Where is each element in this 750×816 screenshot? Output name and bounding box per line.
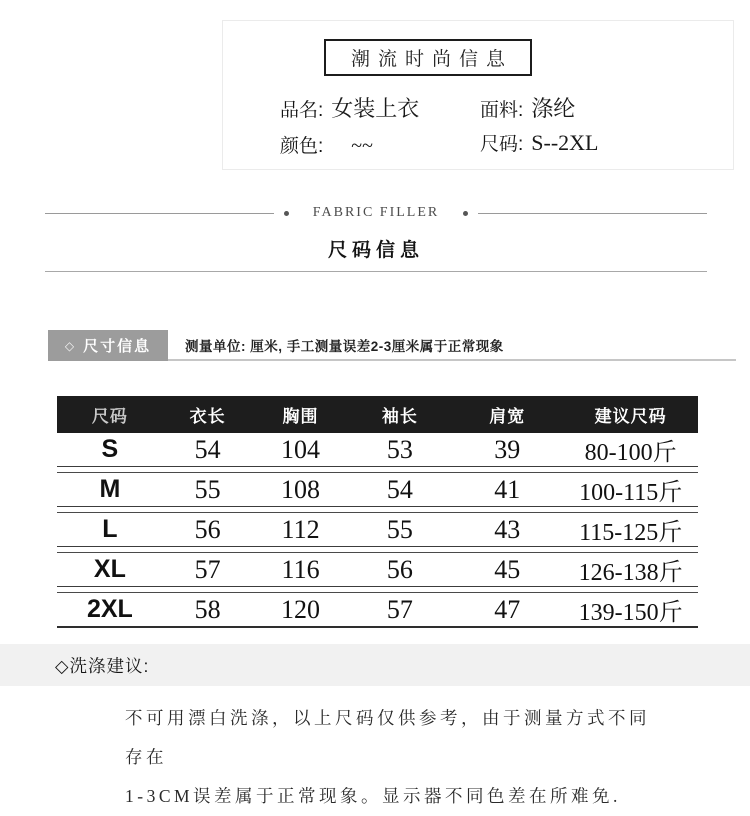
cell-suggested: 80-100斤 bbox=[584, 440, 677, 466]
table-row bbox=[57, 512, 698, 547]
table-header-row bbox=[57, 396, 698, 433]
column-header-size: 尺码 bbox=[91, 407, 128, 426]
field-product-name bbox=[280, 92, 419, 123]
column-header-sleeve: 袖长 bbox=[381, 407, 418, 426]
column-header-length: 衣长 bbox=[189, 407, 226, 426]
size-info-heading: 尺码信息 bbox=[327, 240, 424, 261]
page-title-box bbox=[324, 39, 532, 76]
disclaimer-line-1: 不可用漂白洗涤，以上尺码仅供参考，由于测量方式不同存在 bbox=[125, 708, 650, 767]
cell-bust: 120 bbox=[281, 594, 321, 624]
measure-note bbox=[168, 330, 736, 361]
cell-shoulder: 45 bbox=[494, 554, 521, 584]
cell-sleeve: 57 bbox=[386, 594, 413, 624]
cell-size: M bbox=[99, 475, 121, 503]
field-value: ~~ bbox=[351, 135, 373, 157]
table-row bbox=[57, 592, 698, 628]
cell-length: 58 bbox=[194, 594, 221, 624]
table-row bbox=[57, 552, 698, 587]
divider-label: FABRIC FILLER bbox=[312, 205, 440, 220]
field-color bbox=[280, 131, 373, 158]
cell-suggested: 115-125斤 bbox=[579, 520, 683, 546]
cell-sleeve: 55 bbox=[386, 514, 413, 544]
cell-length: 57 bbox=[194, 554, 221, 584]
cell-size: S bbox=[101, 435, 119, 463]
dot-icon bbox=[284, 211, 289, 216]
divider-line-left bbox=[45, 213, 274, 214]
cell-shoulder: 39 bbox=[494, 434, 521, 464]
size-table bbox=[57, 396, 698, 628]
cell-suggested: 126-138斤 bbox=[578, 560, 683, 586]
table-row bbox=[57, 472, 698, 507]
measure-note-text: 测量单位: 厘米, 手工测量误差2-3厘米属于正常现象 bbox=[185, 338, 504, 354]
cell-sleeve: 56 bbox=[386, 554, 413, 584]
field-label: 尺码: bbox=[480, 134, 524, 155]
column-header-shoulder: 肩宽 bbox=[489, 407, 526, 426]
field-label: 品名: bbox=[280, 100, 324, 121]
cell-length: 56 bbox=[194, 514, 221, 544]
cell-size: XL bbox=[93, 555, 126, 583]
field-value: 涤纶 bbox=[531, 96, 576, 121]
cell-suggested: 100-115斤 bbox=[579, 480, 683, 506]
field-value: 女装上衣 bbox=[331, 96, 420, 121]
dimension-ribbon bbox=[48, 330, 168, 361]
disclaimer-text bbox=[125, 699, 655, 816]
cell-bust: 116 bbox=[281, 554, 320, 584]
cell-size: L bbox=[102, 515, 118, 543]
wash-advice-band bbox=[0, 644, 750, 686]
table-row bbox=[57, 433, 698, 467]
cell-shoulder: 43 bbox=[494, 514, 521, 544]
dot-icon bbox=[463, 211, 468, 216]
cell-bust: 108 bbox=[281, 474, 321, 504]
column-header-bust: 胸围 bbox=[282, 407, 319, 426]
cell-length: 55 bbox=[194, 474, 221, 504]
cell-bust: 104 bbox=[281, 434, 321, 464]
horizontal-rule bbox=[45, 271, 707, 272]
cell-size: 2XL bbox=[86, 595, 133, 623]
disclaimer-line-2: 1-3CM误差属于正常现象。显示器不同色差在所难免. bbox=[125, 786, 621, 806]
diamond-icon: ◇ bbox=[64, 338, 75, 353]
page-title: 潮流时尚信息 bbox=[350, 49, 513, 70]
column-header-suggested: 建议尺码 bbox=[594, 407, 667, 426]
field-size-range bbox=[480, 129, 599, 156]
cell-sleeve: 54 bbox=[386, 474, 413, 504]
wash-advice-heading: ◇洗涤建议: bbox=[55, 655, 150, 676]
cell-bust: 112 bbox=[281, 514, 320, 544]
cell-length: 54 bbox=[194, 434, 221, 464]
cell-shoulder: 41 bbox=[494, 474, 521, 504]
section-divider bbox=[45, 203, 707, 223]
divider-line-right bbox=[478, 213, 707, 214]
cell-sleeve: 53 bbox=[386, 434, 413, 464]
dimension-ribbon-label: 尺寸信息 bbox=[83, 338, 152, 355]
cell-suggested: 139-150斤 bbox=[578, 600, 683, 626]
field-label: 面料: bbox=[480, 100, 524, 121]
cell-shoulder: 47 bbox=[494, 594, 521, 624]
field-fabric bbox=[480, 92, 575, 123]
field-value: S--2XL bbox=[531, 130, 599, 155]
field-label: 颜色: bbox=[280, 136, 324, 157]
